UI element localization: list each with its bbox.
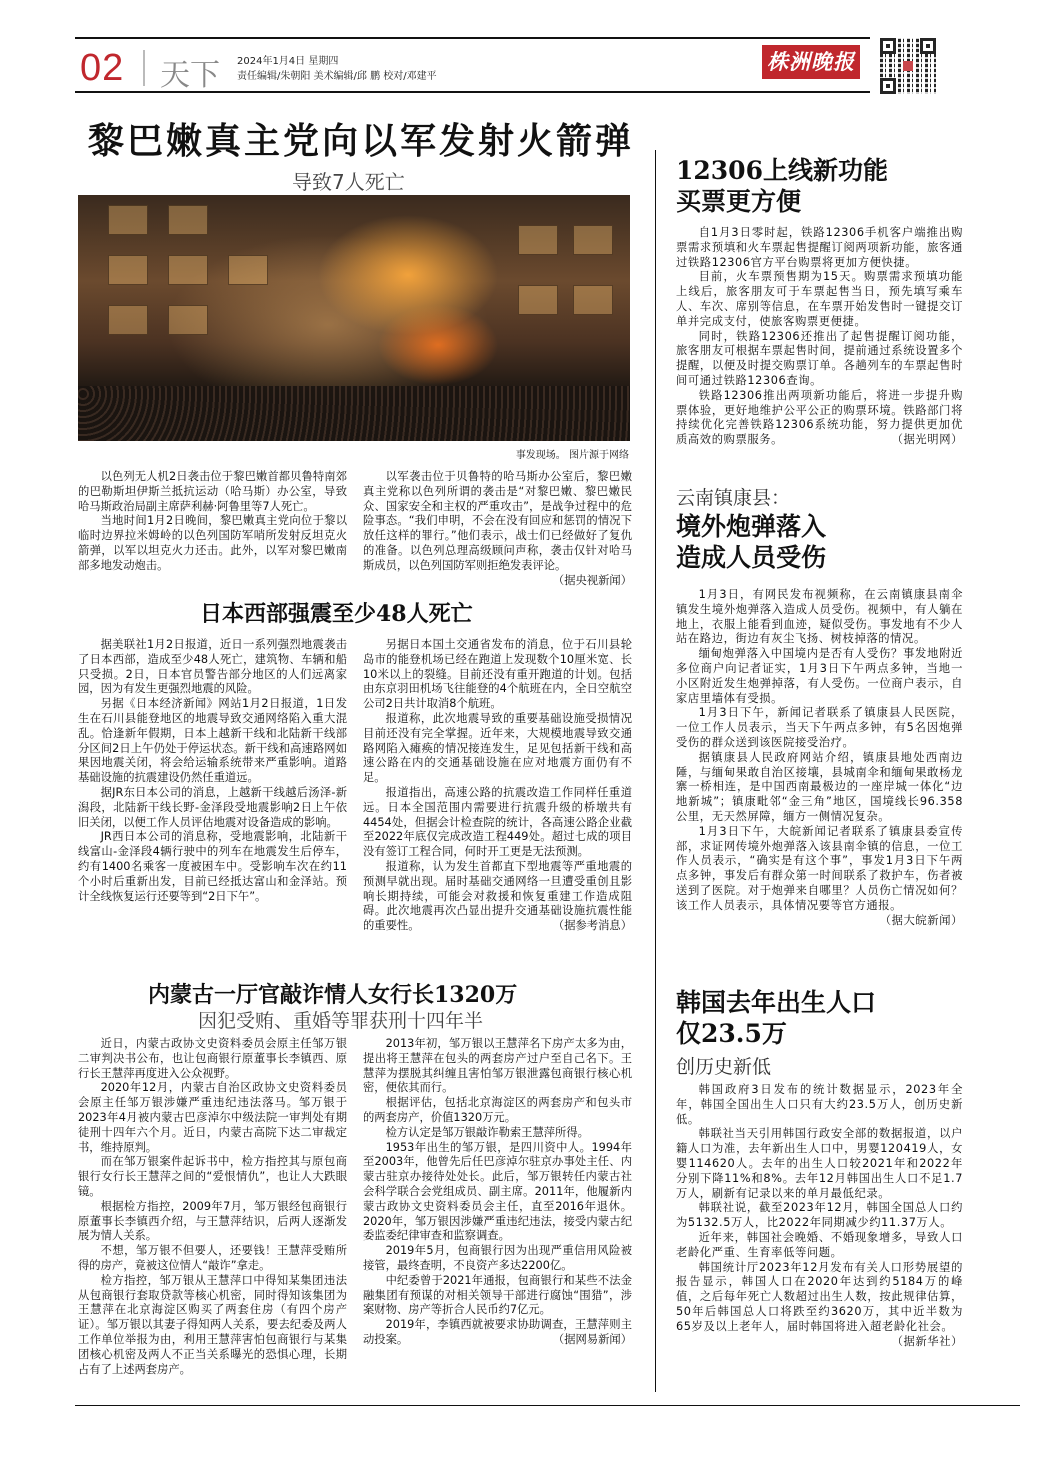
paragraph	[78, 830, 347, 904]
paragraph-text: 以色列无人机2日袭击位于黎巴嫩首都贝鲁特南郊的巴勒斯坦伊斯兰抵抗运动（哈马斯）办公室，导致哈马斯政治局副主席萨利赫·阿鲁里等7人死亡。	[78, 470, 347, 513]
paragraph	[78, 1155, 347, 1199]
paragraph-text: 近日，内蒙古政协文史资料委员会原主任邹万银二审判决书公布，也让包商银行原董事长李镇西、原行长王慧萍再度进入公众视野。	[78, 1037, 347, 1080]
article-yunnan-body	[676, 588, 963, 928]
paragraph-text: 同时，铁路12306还推出了起售提醒订阅功能，旅客朋友可根据车票起售时间，提前通过系统设置多个提醒，以便及时提交购票订单。各趟列车的车票起售时间可通过铁路12306查询。	[676, 329, 963, 387]
paragraph	[78, 1200, 347, 1244]
paragraph-text: 而在邹万银案件起诉书中，检方指控其与原包商银行女行长王慧萍之间的“爱恨情仇”，也让人大跌眼镜。	[78, 1155, 347, 1198]
subheadline-inner-mongolia: 因犯受贿、重婚等罪获刑十四年半	[198, 1010, 484, 1032]
paragraph	[78, 1037, 347, 1081]
article-korea-body	[676, 1083, 963, 1349]
paragraph-text: 根据评估，包括北京海淀区的两套房产和包头市的两套房产，价值1320万元。	[363, 1096, 632, 1124]
headline-line: 买票更方便	[676, 187, 802, 216]
paragraph	[363, 1244, 632, 1274]
headline-inner-mongolia: 内蒙古一厅官敲诈情人女行长1320万	[148, 982, 518, 1008]
qr-code-icon	[880, 38, 936, 94]
paragraph-text: 据JR东日本公司的消息，上越新干线越后汤泽-新潟段，北陆新干线长野-金泽段受地震影响2日上午依旧关闭，以便工作人员评估地震对设备造成的影响。	[78, 785, 347, 829]
paragraph	[363, 638, 632, 712]
subheadline-lebanon: 导致7人死亡	[292, 170, 405, 194]
paragraph	[363, 1274, 632, 1318]
paragraph-text: 韩联社当天引用韩国行政安全部的数据报道，以户籍人口为准，去年新出生人口中，男婴120419人，女婴114620人。去年的出生人口较2021年和2022年分别下降11%和8%。去年12月韩国出生人口不足1.7万人，刷新有记录以来的单月最低纪录。	[676, 1127, 963, 1200]
paragraph	[676, 1083, 963, 1127]
paragraph-text: 报道称，认为发生首都直下型地震等严重地震的预测早就出现。届时基础交通网络一旦遭受重创且影响长期持续，可能会对救援和恢复重建工作造成阻碍。此次地震再次凸显出提升交通基础设施抗震性能的重要性。	[363, 859, 632, 933]
paragraph	[676, 1231, 963, 1261]
paragraph-text: 韩国统计厅2023年12月发布有关人口形势展望的报告显示，韩国人口在2020年达到约5184万的峰值，之后每年死亡人数超过出生人数，按此规律估算，50年后韩国总人口将跌至约3620万，其中近半数为65岁及以上老年人，届时韩国将进入超老龄化社会。	[676, 1260, 963, 1333]
paragraph	[676, 588, 963, 647]
paragraph-text: 自1月3日零时起，铁路12306手机客户端推出购票需求预填和火车票起售提醒订阅两项新功能，旅客通过铁路12306官方平台购票将更加方便快捷。	[676, 226, 963, 269]
source-attribution: （据网易新闻）	[552, 1332, 632, 1346]
headline-yunnan	[676, 511, 826, 573]
article-inner-mongolia-body	[78, 1037, 632, 1377]
article-railway-body	[676, 226, 963, 448]
paragraph	[78, 697, 347, 786]
editor-credits: 责任编辑/朱朝阳 美术编辑/邱 鹏 校对/邓建平	[237, 71, 437, 82]
top-rule	[75, 37, 870, 39]
paragraph	[676, 270, 963, 329]
headline-line: 造成人员受伤	[676, 543, 827, 572]
paragraph	[363, 1096, 632, 1126]
paragraph	[676, 706, 963, 750]
paragraph-text: 报道称，此次地震导致的重要基础设施受损情况目前还没有完全掌握。近年来，大规模地震导致交通路网陷入瘫痪的情况接连发生，足见包括新干线和高速公路在内的交通基础设施在应对地震方面仍有不足。	[363, 711, 632, 785]
headline-railway	[676, 155, 888, 217]
paragraph	[363, 1141, 632, 1245]
paragraph-text: 2019年5月，包商银行因为出现严重信用风险被接管，最终查明，不良资产多达2200亿。	[363, 1244, 632, 1272]
paragraph	[676, 824, 963, 927]
paragraph-text: 据镇康县人民政府网站介绍，镇康县地处西南边陲，与缅甸果敢自治区接壤，县城南伞和缅甸果敢杨龙寨一桥相连，是中国西南最极边的一座岸城一体化“边地新城”；镇康毗邻“金三角”地区，国境线长96.358公里，无天然屏障，缅方一侧情况复杂。	[676, 750, 963, 823]
paragraph-text: 另据日本国土交通省发布的消息，位于石川县轮岛市的能登机场已经在跑道上发现数个10厘米宽、长10米以上的裂缝。目前还没有重开跑道的计划。包括由东京羽田机场飞往能登的4个航班在内，全日空航空公司2日共计取消8个航班。	[363, 638, 632, 711]
paragraph-text: 另据《日本经济新闻》网站1月2日报道，1日发生在石川县能登地区的地震导致交通网络陷入重大混乱。恰逢新年假期，日本上越新干线和北陆新干线部分区间2日上午仍处于停运状态。新干线和高速路网如果因地震关闭，将会给运输系统带来严重影响。道路基础设施的抗震建设仍然任重道远。	[78, 697, 347, 785]
paragraph-text: 中纪委曾于2021年通报，包商银行和某些不法金融集团有预谋的对相关领导干部进行腐蚀“围猎”，涉案财物、房产等折合人民币约7亿元。	[363, 1273, 632, 1317]
news-photo	[78, 195, 630, 441]
kicker-yunnan: 云南镇康县：	[676, 487, 791, 509]
source-attribution: （据大皖新闻）	[879, 913, 963, 927]
paragraph	[676, 389, 963, 448]
headline-line: 仅23.5万	[676, 1019, 787, 1048]
paragraph-text: 报道指出，高速公路的抗震改造工作同样任重道远。日本全国范围内需要进行抗震升级的桥墩共有4454处，但据会计检查院的统计，各高速公路企业截至2022年底仅完成改造工程449处。超过七成的项目没有签订工程合同，何时开工更是无法预测。	[363, 785, 632, 859]
paragraph	[363, 1318, 632, 1348]
paragraph-text: 缅甸炮弹落入中国境内是否有人受伤？事发地附近多位商户向记者证实，1月3日下午两点多钟，当地一小区附近发生炮弹掉落，有人受伤。一位商户表示，自家店里墙体有受损。	[676, 647, 963, 705]
paragraph	[78, 514, 347, 573]
paragraph-text: 1953年出生的邹万银，是四川资中人。1994年至2003年，他曾先后任巴彦淖尔驻京办事处主任、内蒙古驻京办接待处处长。此后，邹万银转任内蒙古社会科学联合会党组成员、副主席。2011年，他履新内蒙古政协文史资料委员会主任，直至2016年退休。2020年，邹万银因涉嫌严重违纪违法，接受内蒙古纪委监委纪律审查和监察调查。	[363, 1140, 632, 1243]
paragraph-text: 以军袭击位于贝鲁特的哈马斯办公室后，黎巴嫩真主党称以色列所谓的袭击是“对黎巴嫩、黎巴嫩民众、国家安全和主权的严重攻击”，是战争过程中的危险事态。“我们申明，不会在没有回应和惩罚的情况下放任这样的罪行。”他们表示，战士们已经做好了复仇的准备。以色列总理高级顾问声称，袭击仅针对哈马斯成员，以色列国防军则拒绝发表评论。	[363, 470, 632, 572]
paragraph	[78, 1081, 347, 1155]
paragraph-text: 1月3日下午，新闻记者联系了镇康县人民医院，一位工作人员表示，当天下午两点多钟，有5名因炮弹受伤的群众送到该医院接受治疗。	[676, 706, 963, 749]
paragraph-text: 2020年12月，内蒙古自治区政协文史资料委员会原主任邹万银涉嫌严重违纪违法落马。邹万银于2023年4月被内蒙古巴彦淖尔中级法院一审判处有期徒刑十四年六个月。近日，内蒙古高院下达二审裁定书，维持原判。	[78, 1081, 347, 1154]
paragraph	[363, 470, 632, 587]
paragraph-text: 韩联社说，截至2023年12月，韩国全国总人口约为5132.5万人，比2022年同期减少约11.37万人。	[676, 1201, 963, 1230]
paragraph	[676, 1201, 963, 1231]
paragraph	[78, 1274, 347, 1378]
paragraph-text: 当地时间1月2日晚间，黎巴嫩真主党向位于黎以临时边界拉米姆岭的以色列国防军哨所发射反坦克火箭弹，以军以坦克火力还击。此外，以军对黎巴嫩南部多地发动炮击。	[78, 514, 347, 572]
paragraph-text: 1月3日下午，大皖新闻记者联系了镇康县委宣传部，求证网传境外炮弹落入该县南伞镇的信息，一位工作人员表示，“确实是有这个事”，事发1月3日下午两点多钟，事发后有群众第一时间联系了救护车，伤者被送到了医院。对于炮弹来自哪里？人员伤亡情况如何？该工作人员表示，具体情况要等官方通报。	[676, 824, 963, 912]
paragraph	[363, 712, 632, 786]
paragraph-text: 不想，邹万银不但要人，还要钱！王慧萍受贿所得的房产，竟被这位情人“敲诈”拿走。	[78, 1244, 347, 1272]
paragraph	[78, 470, 347, 514]
paragraph	[78, 1244, 347, 1274]
paragraph-text: 1月3日，有网民发布视频称，在云南镇康县南伞镇发生境外炮弹落入造成人员受伤。视频中，有人躺在地上，衣服上能看到血迹，疑似受伤。事发地有不少人站在路边，街边有灰尘飞扬、树枝掉落的情况。	[676, 588, 963, 646]
section-name: 天下	[160, 58, 220, 93]
paragraph	[363, 860, 632, 934]
newspaper-logo	[762, 45, 860, 79]
source-attribution: （据新华社）	[891, 1334, 963, 1348]
paragraph-text: 近年来，韩国社会晚婚、不婚现象增多，导致人口老龄化严重、生育率低等问题。	[676, 1230, 963, 1259]
source-attribution: （据光明网）	[891, 433, 963, 447]
source-attribution: （据参考消息）	[552, 919, 632, 933]
photo-caption: 事发现场。 图片源于网络	[515, 450, 629, 461]
paragraph-text: JR西日本公司的消息称，受地震影响，北陆新干线富山-金泽段4辆行驶中的列车在地震发生后停车，约有1400名乘客一度被困车中。受影响车次在约11个小时后重新出发，目前已经抵达富山和金泽站。预计全线恢复运行还要等到“2日下午”。	[78, 830, 347, 903]
paragraph-text: 根据检方指控，2009年7月，邹万银经包商银行原董事长李镇西介绍，与王慧萍结识，后两人逐渐发展为情人关系。	[78, 1199, 347, 1243]
article-japan-body	[78, 638, 632, 973]
headline-line: 12306上线新功能	[676, 156, 888, 185]
headline-korea	[676, 987, 876, 1049]
bottom-rule	[75, 1405, 1020, 1406]
article-lebanon-body	[78, 470, 632, 588]
paragraph-text: 目前，火车票预售期为15天。购票需求预填功能上线后，旅客朋友可于车票起售当日，预先填写乘车人、车次、席别等信息，在车票开始发售时一键提交订单并完成支付，使旅客购票更便捷。	[676, 270, 963, 328]
headline-line: 韩国去年出生人口	[676, 988, 877, 1017]
logo-text: 株洲晚报	[767, 49, 855, 74]
issue-date: 2024年1月4日 星期四	[237, 56, 339, 67]
paragraph-text: 检方认定是邹万银敲诈勒索王慧萍所得。	[385, 1125, 589, 1139]
headline-line: 境外炮弹落入	[676, 512, 827, 541]
paragraph-text: 铁路12306推出两项新功能后，将进一步提升购票体验，更好地维护公平公正的购票环境。铁路部门将持续优化完善铁路12306系统功能，努力提供更加优质高效的购票服务。	[676, 388, 963, 447]
page-number: 02	[80, 47, 125, 89]
column-divider	[655, 150, 656, 1392]
paragraph	[363, 1037, 632, 1096]
paragraph	[363, 786, 632, 860]
paragraph-text: 韩国政府3日发布的统计数据显示，2023年全年，韩国全国出生人口只有大约23.5万人，创历史新低。	[676, 1083, 963, 1126]
paragraph	[676, 1127, 963, 1201]
paragraph	[676, 226, 963, 270]
paragraph	[676, 330, 963, 389]
divider	[143, 50, 145, 86]
paragraph	[78, 786, 347, 830]
paragraph	[676, 751, 963, 825]
paragraph-text: 2019年，李镇西就被要求协助调查，王慧萍则主动投案。	[363, 1318, 632, 1346]
source-attribution: （据央视新闻）	[552, 573, 632, 587]
paragraph	[676, 1260, 963, 1348]
paragraph-text: 检方指控，邹万银从王慧萍口中得知某集团违法从包商银行套取贷款等核心机密，同时得知该集团为王慧萍在北京海淀区购买了两套住房（有四个房产证）。邹万银以其妻子得知两人关系，要去纪委及两人工作单位举报为由，利用王慧萍害怕包商银行与某集团核心机密及两人不正当关系曝光的恐惧心理，长期占有了上述两套房产。	[78, 1273, 347, 1376]
headline-lebanon: 黎巴嫩真主党向以军发射火箭弹	[88, 121, 635, 162]
paragraph-text: 2013年初，邹万银以王慧萍名下房产太多为由，提出将王慧萍在包头的两套房产过户至自己名下。王慧萍为摆脱其纠缠且害怕邹万银泄露包商银行核心机密，便依其而行。	[363, 1037, 632, 1095]
paragraph	[78, 638, 347, 697]
paragraph	[676, 647, 963, 706]
subheadline-korea: 创历史新低	[676, 1056, 772, 1078]
paragraph	[363, 1126, 632, 1141]
headline-japan: 日本西部强震至少48人死亡	[200, 601, 473, 627]
paragraph-text: 据美联社1月2日报道，近日一系列强烈地震袭击了日本西部，造成至少48人死亡，建筑物、车辆和船只受损。2日，日本官员警告部分地区的人们远离家园，因为有发生更强烈地震的风险。	[78, 638, 347, 696]
